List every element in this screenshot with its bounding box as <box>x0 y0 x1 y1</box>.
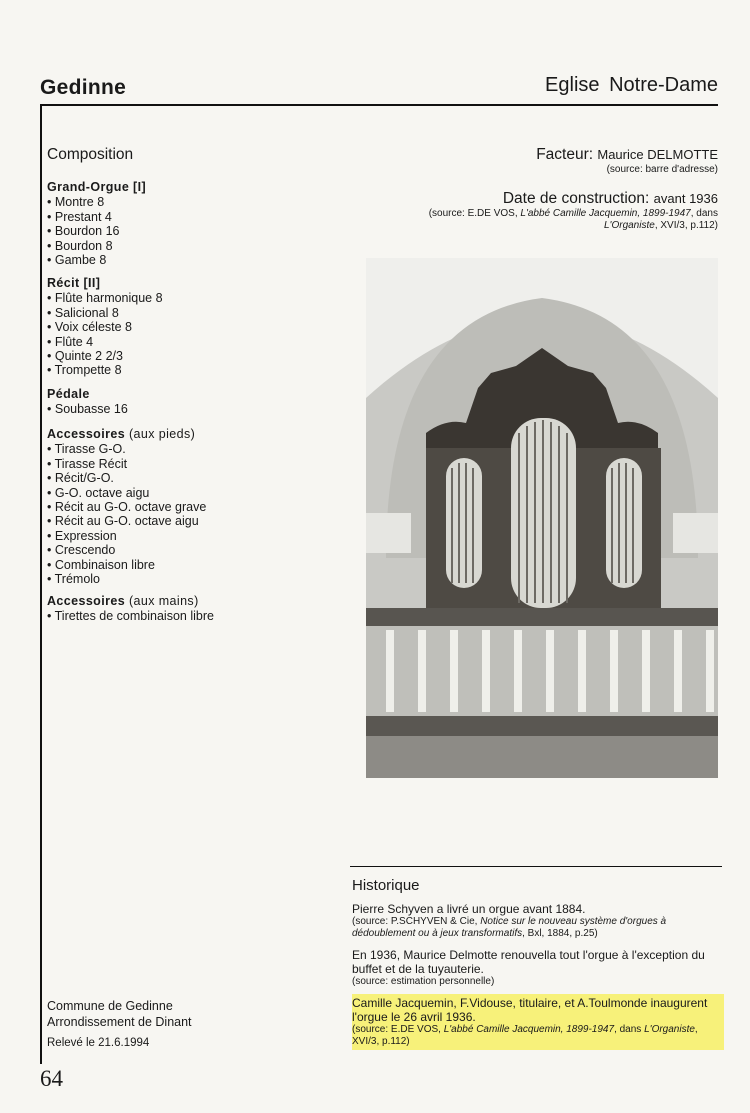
pedale-stops <box>47 402 128 416</box>
accessoires-pieds-items <box>47 442 206 586</box>
highlighted-inauguration: Camille Jacquemin, F.Vidouse, titulaire, et A.Toulmonde inaugurent l'orgue le 26 avril 1936. (source: E.DE VOS, L'abbé Camille Jacquemin, 1899-1947, dans L'Organiste, XVI/3, p.112) <box>352 994 724 1050</box>
date-source: (source: E.DE VOS, L'abbé Camille Jacquemin, 1899-1947, dans L'Organiste, XVI/3, p.112) <box>428 208 718 231</box>
organ-photo <box>366 258 718 778</box>
historique-source-2: (source: estimation personnelle) <box>352 976 495 987</box>
list-item: • Tirasse G-O. <box>47 442 206 456</box>
list-item: • Montre 8 <box>47 195 146 209</box>
recit-heading: Récit [II] <box>47 276 101 290</box>
grand-orgue-section <box>47 180 146 267</box>
list-item: • Bourdon 8 <box>47 239 146 253</box>
historique-entry-1: Pierre Schyven a livré un orgue avant 1884. (source: P.SCHYVEN & Cie, Notice sur le nouveau système d'orgues à dédoublement ou à jeux transformatifs, Bxl, 1884, p.25) <box>352 902 724 939</box>
list-item: • Voix céleste 8 <box>47 320 163 334</box>
historique-source-3: (source: E.DE VOS, L'abbé Camille Jacquemin, 1899-1947, dans L'Organiste, XVI/3, p.112) <box>352 1024 698 1047</box>
date-value: avant 1936 <box>653 191 718 206</box>
pedale-section <box>47 387 128 417</box>
accessoires-pieds-heading: Accessoires (aux pieds) <box>47 427 196 441</box>
list-item: • Trémolo <box>47 572 206 586</box>
recit-stops <box>47 291 163 377</box>
list-item: • Soubasse 16 <box>47 402 128 416</box>
church-title: Eglise Notre-Dame <box>545 74 718 96</box>
recit-section <box>47 276 163 378</box>
date-block <box>429 190 718 232</box>
historique-title: Historique <box>352 877 420 894</box>
commune-block <box>47 999 192 1030</box>
top-divider <box>40 104 718 106</box>
releve-date: Relevé le 21.6.1994 <box>47 1037 150 1049</box>
accessoires-mains-section <box>47 594 214 624</box>
list-item: • Quinte 2 2/3 <box>47 349 163 363</box>
list-item: • Gambe 8 <box>47 253 146 267</box>
list-item: • Flûte 4 <box>47 335 163 349</box>
facteur-source: (source: barre d'adresse) <box>606 164 718 175</box>
accessoires-pieds-section <box>47 427 206 586</box>
list-item: • Flûte harmonique 8 <box>47 291 163 305</box>
accessoires-mains-items <box>47 609 214 623</box>
grand-orgue-heading: Grand-Orgue [I] <box>47 180 147 194</box>
historique-source-1: (source: P.SCHYVEN & Cie, Notice sur le nouveau système d'orgues à dédoublement ou à jeux transformatifs, Bxl, 1884, p.25) <box>352 916 667 939</box>
historique-divider <box>350 866 722 867</box>
list-item: • Salicional 8 <box>47 306 163 320</box>
list-item: • Tirasse Récit <box>47 457 206 471</box>
historique-entry-2: En 1936, Maurice Delmotte renouvella tout l'orgue à l'exception du buffet et de la tuyauterie. (source: estimation personnelle) <box>352 948 724 988</box>
list-item: • Prestant 4 <box>47 210 146 224</box>
left-divider <box>40 104 42 1064</box>
facteur-block <box>536 146 718 176</box>
list-item: • Bourdon 16 <box>47 224 146 238</box>
composition-title: Composition <box>47 146 134 163</box>
list-item: • Récit au G-O. octave grave <box>47 500 206 514</box>
list-item: • Trompette 8 <box>47 363 163 377</box>
facteur-value: Maurice DELMOTTE <box>597 147 718 162</box>
grand-orgue-stops <box>47 195 146 267</box>
list-item: • G-O. octave aigu <box>47 486 206 500</box>
pedale-heading: Pédale <box>47 387 90 401</box>
town-title: Gedinne <box>40 76 127 99</box>
list-item: • Tirettes de combinaison libre <box>47 609 214 623</box>
commune-name: Commune de Gedinne <box>47 999 173 1013</box>
list-item: • Crescendo <box>47 543 206 557</box>
page-number: 64 <box>40 1066 63 1091</box>
facteur-label: Facteur: <box>536 146 594 163</box>
list-item: • Récit au G-O. octave aigu <box>47 514 206 528</box>
list-item: • Récit/G-O. <box>47 471 206 485</box>
list-item: • Combinaison libre <box>47 558 206 572</box>
arrondissement-name: Arrondissement de Dinant <box>47 1014 192 1029</box>
accessoires-mains-heading: Accessoires (aux mains) <box>47 594 199 608</box>
historique-entry-3 <box>352 994 724 1050</box>
date-label: Date de construction: <box>502 190 650 207</box>
list-item: • Expression <box>47 529 206 543</box>
